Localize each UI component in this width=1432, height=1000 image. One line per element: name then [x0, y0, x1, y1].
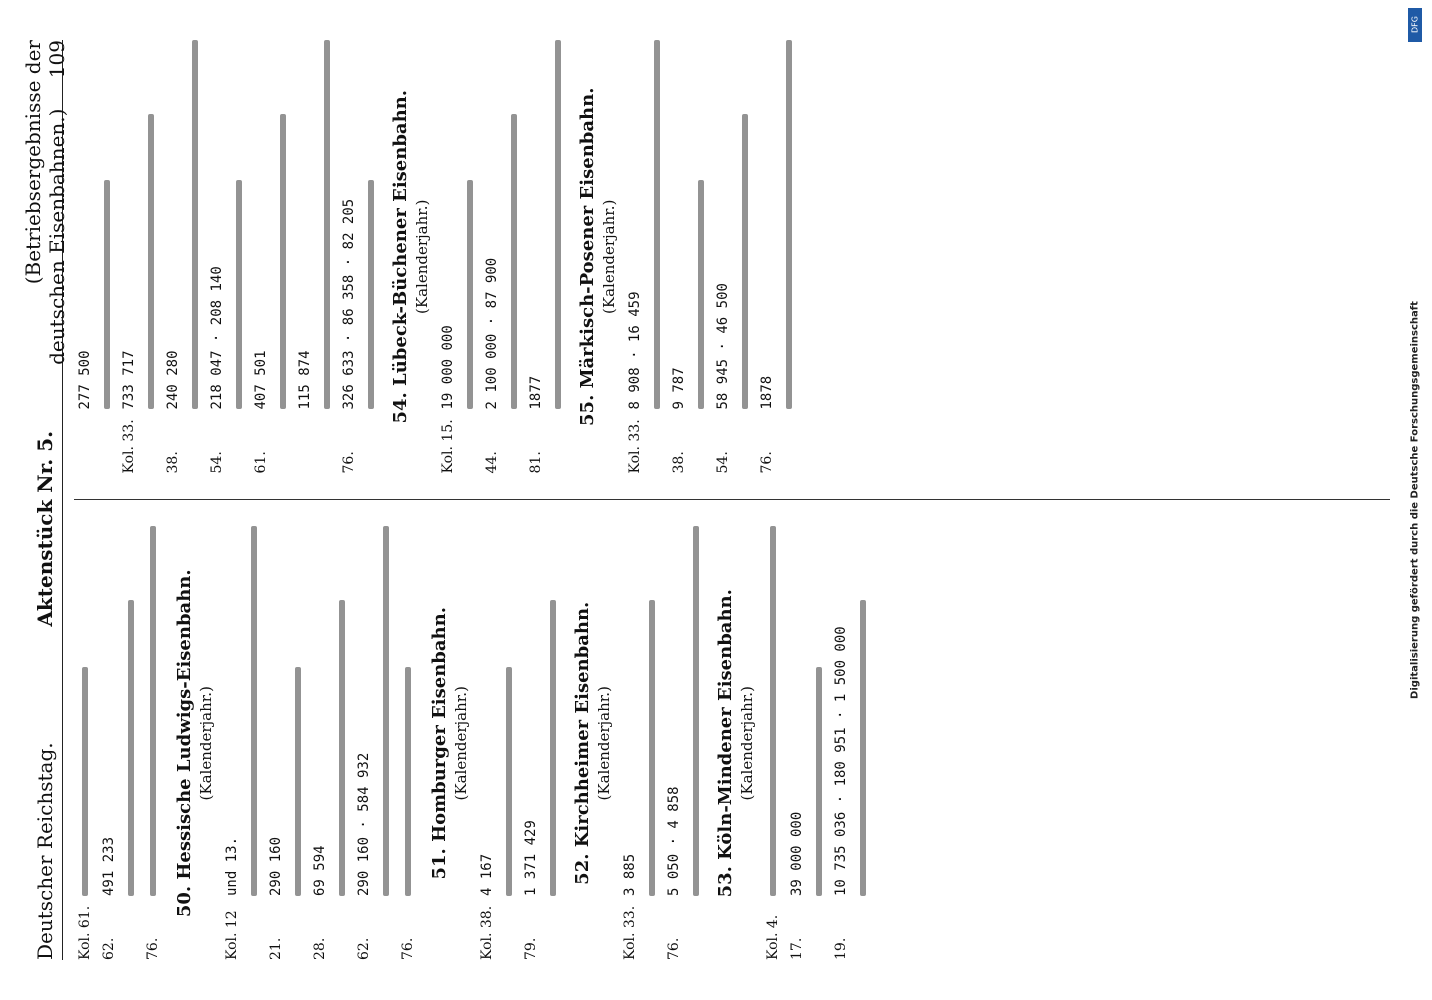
row-amount: 19 000 000: [440, 325, 456, 410]
row-body: [294, 40, 336, 410]
row-amount: 58 945 · 46 500: [715, 283, 731, 410]
illegible-text-line: [405, 667, 411, 896]
illegible-text-line: [860, 600, 866, 896]
column-reference: Kol. 33.: [622, 905, 638, 960]
row-amount: 290 160: [268, 836, 284, 896]
text-row: [762, 527, 784, 961]
row-body: [162, 40, 204, 410]
text-row: [830, 527, 872, 961]
column-reference: 61.: [253, 451, 269, 474]
text-columns: [74, 40, 1390, 960]
illegible-text-line: [550, 600, 556, 896]
row-amount: 9 787: [671, 367, 687, 410]
column-reference: 17.: [789, 937, 805, 960]
dfg-logo: DFG: [1408, 8, 1422, 42]
illegible-text-line: [654, 40, 660, 410]
column-reference: Kol. 15.: [440, 419, 456, 474]
row-body: [221, 527, 263, 897]
column-divider: [74, 500, 1390, 501]
column-reference: 54.: [715, 451, 731, 474]
row-amount: 8 908 · 16 459: [627, 291, 643, 410]
illegible-text-line: [368, 180, 374, 409]
column-reference: Kol. 33.: [121, 419, 137, 474]
page-header: [21, 40, 69, 960]
row-body: [142, 527, 164, 897]
column-reference: Kol. 38.: [479, 905, 495, 960]
text-row: [142, 527, 164, 961]
right-column: [74, 40, 1390, 474]
row-body: [74, 527, 96, 897]
illegible-text-line: [770, 527, 776, 897]
row-body: [250, 40, 292, 410]
column-reference: Kol. 12: [224, 910, 240, 960]
row-amount: 290 160 · 584 932: [356, 752, 372, 896]
column-reference: 28.: [312, 937, 328, 960]
column-reference: 38.: [165, 451, 181, 474]
row-amount: 1877: [528, 375, 544, 410]
row-body: [756, 40, 798, 410]
text-row: [756, 40, 798, 474]
illegible-text-line: [148, 114, 154, 410]
column-reference: 44.: [484, 451, 500, 474]
column-reference: 21.: [268, 937, 284, 960]
text-row: [786, 527, 828, 961]
row-body: [624, 40, 666, 410]
row-amount: 2 100 000 · 87 900: [484, 257, 500, 410]
row-body: [437, 40, 479, 410]
text-row: [712, 40, 754, 474]
illegible-text-line: [786, 40, 792, 410]
row-body: [520, 527, 562, 897]
row-body: [786, 527, 828, 897]
section-title: 50. Hessische Ludwigs-Eisenbahn.: [174, 569, 195, 918]
column-reference: 62.: [356, 937, 372, 960]
row-amount: 733 717: [121, 350, 137, 410]
section-title: 54. Lübeck-Büchener Eisenbahn.: [390, 89, 411, 424]
text-row: [525, 40, 567, 474]
section-title: 55. Märkisch-Posener Eisenbahn.: [577, 87, 598, 426]
row-body: [668, 40, 710, 410]
illegible-text-line: [742, 114, 748, 410]
text-row: [668, 40, 710, 474]
illegible-text-line: [82, 667, 88, 896]
text-row: [206, 40, 248, 474]
row-body: [98, 527, 140, 897]
row-body: [525, 40, 567, 410]
document-page: [10, 10, 1410, 990]
row-amount: 5 050 · 4 858: [666, 786, 682, 896]
column-reference: 76.: [666, 937, 682, 960]
section-title: 53. Köln-Mindener Eisenbahn.: [715, 589, 736, 898]
text-row: [476, 527, 518, 961]
column-reference: 38.: [671, 451, 687, 474]
funding-strip: [1406, 0, 1424, 1000]
text-row: [221, 527, 263, 961]
section-title: 52. Kirchheimer Eisenbahn.: [572, 601, 593, 885]
row-body: [619, 527, 661, 897]
row-amount: 240 280: [165, 350, 181, 410]
row-amount: 218 047 · 208 140: [209, 266, 225, 410]
text-row: [162, 40, 204, 474]
illegible-text-line: [295, 667, 301, 896]
funding-notice: Digitalisierung gefördert durch die Deutsche Forschungsgemeinschaft: [1409, 301, 1421, 699]
section-subtitle: (Kalenderjahr.): [600, 199, 618, 314]
column-reference: 76.: [400, 937, 416, 960]
illegible-text-line: [698, 180, 704, 409]
illegible-text-line: [339, 600, 345, 896]
illegible-text-line: [467, 180, 473, 409]
row-body: [338, 40, 380, 410]
illegible-text-line: [192, 40, 198, 410]
row-body: [265, 527, 307, 897]
column-reference: 76.: [341, 451, 357, 474]
text-row: [397, 527, 419, 961]
row-amount: 10 735 036 · 180 951 · 1 500 000: [833, 626, 849, 896]
row-amount: 1878: [759, 375, 775, 410]
text-row: [74, 527, 96, 961]
column-reference: 79.: [523, 937, 539, 960]
row-body: [309, 527, 351, 897]
illegible-text-line: [383, 527, 389, 897]
row-amount: 115 874: [297, 350, 313, 410]
section-subtitle: (Kalenderjahr.): [595, 686, 613, 801]
column-reference: 19.: [833, 937, 849, 960]
section-subtitle: (Kalenderjahr.): [413, 199, 431, 314]
column-reference: [294, 410, 336, 474]
text-row: [98, 527, 140, 961]
text-row: [294, 40, 336, 474]
text-row: [624, 40, 666, 474]
header-right: [21, 40, 69, 385]
row-amount: 69 594: [312, 845, 328, 896]
row-amount: 491 233: [101, 836, 117, 896]
header-center: Aktenstück Nr. 5.: [33, 430, 57, 627]
row-body: [830, 527, 872, 897]
illegible-text-line: [324, 40, 330, 410]
text-row: [338, 40, 380, 474]
row-amount: 407 501: [253, 350, 269, 410]
section-subtitle: (Kalenderjahr.): [738, 686, 756, 801]
section-title: 51. Homburger Eisenbahn.: [429, 607, 450, 880]
text-row: [619, 527, 661, 961]
row-amount: 39 000 000: [789, 811, 805, 896]
text-row: [663, 527, 705, 961]
text-row: [481, 40, 523, 474]
row-amount: 4 167: [479, 853, 495, 896]
row-amount: 277 500: [77, 350, 93, 410]
row-body: [762, 527, 784, 897]
row-body: [476, 527, 518, 897]
section-subtitle: (Kalenderjahr.): [452, 686, 470, 801]
text-row: [353, 527, 395, 961]
row-body: [712, 40, 754, 410]
illegible-text-line: [128, 600, 134, 896]
illegible-text-line: [506, 667, 512, 896]
section-subtitle: (Kalenderjahr.): [197, 686, 215, 801]
row-amount: 3 885: [622, 853, 638, 896]
text-row: [250, 40, 292, 474]
column-reference: 76.: [145, 937, 161, 960]
header-left: Deutscher Reichstag.: [33, 742, 57, 960]
illegible-text-line: [555, 40, 561, 410]
row-body: [481, 40, 523, 410]
text-row: [265, 527, 307, 961]
column-reference: 76.: [759, 451, 775, 474]
column-reference: 54.: [209, 451, 225, 474]
column-reference: [74, 410, 116, 474]
row-amount: und 13.: [224, 836, 240, 896]
row-body: [118, 40, 160, 410]
row-body: [663, 527, 705, 897]
row-body: [353, 527, 395, 897]
header-right-title: (Betriebsergebnisse der deutschen Eisenbahnen.): [21, 40, 69, 365]
illegible-text-line: [236, 180, 242, 409]
row-amount: 1 371 429: [523, 820, 539, 896]
column-reference: Kol. 61.: [77, 905, 93, 960]
text-row: [520, 527, 562, 961]
illegible-text-line: [251, 527, 257, 897]
illegible-text-line: [280, 114, 286, 410]
illegible-text-line: [104, 180, 110, 409]
text-row: [118, 40, 160, 474]
text-row: [437, 40, 479, 474]
text-row: [309, 527, 351, 961]
illegible-text-line: [150, 527, 156, 897]
column-reference: Kol. 4.: [765, 914, 781, 960]
text-row: [74, 40, 116, 474]
row-body: [206, 40, 248, 410]
row-amount: 326 633 · 86 358 · 82 205: [341, 198, 357, 410]
illegible-text-line: [693, 527, 699, 897]
illegible-text-line: [511, 114, 517, 410]
column-reference: Kol. 33.: [627, 419, 643, 474]
row-body: [74, 40, 116, 410]
illegible-text-line: [649, 600, 655, 896]
page-number: 109: [45, 40, 69, 79]
column-reference: 81.: [528, 451, 544, 474]
left-column: [74, 527, 1390, 961]
row-body: [397, 527, 419, 897]
column-reference: 62.: [101, 937, 117, 960]
illegible-text-line: [816, 667, 822, 896]
